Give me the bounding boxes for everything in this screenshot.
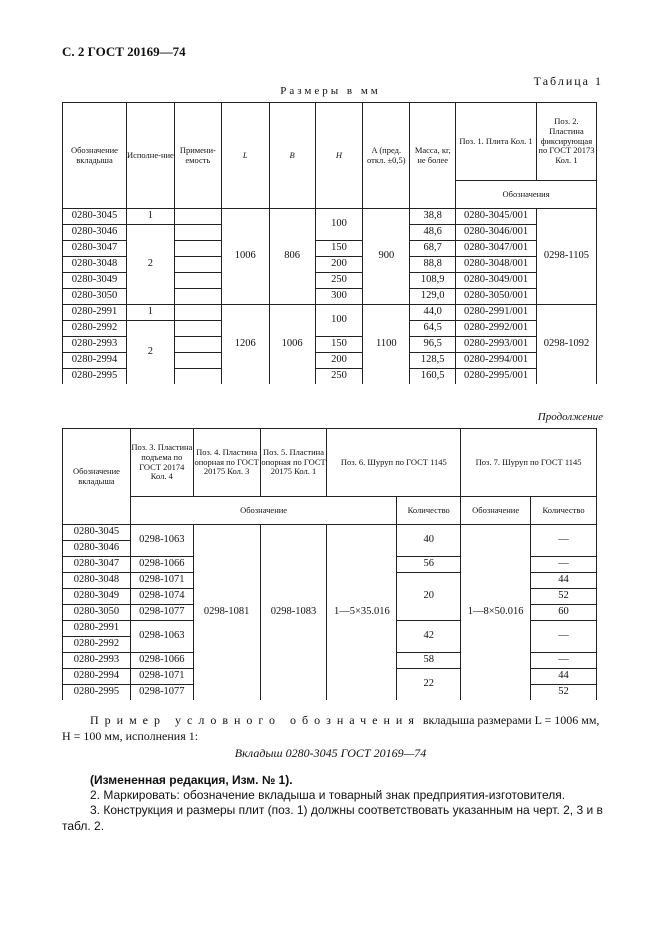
note-2: 2. Маркировать: обозначение вкладыша и товарный знак предприятия-изготовителя.	[90, 788, 566, 802]
t1-app	[174, 257, 221, 273]
t1-des: 0280-2995	[63, 369, 127, 385]
t1-mass: 88,8	[410, 257, 456, 273]
t1-H: 200	[315, 257, 363, 273]
t1-H: 100	[315, 209, 363, 241]
t2-pos6-qty: 42	[397, 621, 461, 653]
t2-des: 0280-2995	[63, 685, 131, 701]
t2-des: 0280-3045	[63, 525, 131, 541]
table1	[62, 102, 597, 384]
t1-H: 250	[315, 369, 363, 385]
t1-mass: 68,7	[410, 241, 456, 257]
note-3: 3. Конструкция и размеры плит (поз. 1) должны соответствовать указанным на черт. 2, 3 и в табл. 2.	[62, 803, 603, 833]
t2-pos7-qty: 60	[531, 605, 597, 621]
t1-A: 900	[363, 209, 410, 305]
t2-pos7-qty: 44	[531, 573, 597, 589]
th-H: H	[315, 103, 363, 209]
page-header: С. 2 ГОСТ 20169—74	[62, 44, 186, 59]
th-A: A (пред. откл. ±0,5)	[363, 103, 410, 209]
t1-L: 1206	[221, 305, 269, 385]
t1-mass: 129,0	[410, 289, 456, 305]
t2-pos6-qty: 20	[397, 573, 461, 621]
th2-pos4: Поз. 4. Пластина опорная по ГОСТ 20175 Кол. 3	[193, 429, 260, 497]
t1-exec: 2	[126, 321, 174, 385]
t1-H: 150	[315, 337, 363, 353]
t2-des: 0280-3047	[63, 557, 131, 573]
t1-des: 0280-3050	[63, 289, 127, 305]
t1-pos1: 0280-3048/001	[456, 257, 537, 273]
t2-pos7-qty: —	[531, 557, 597, 573]
th-pos2: Поз. 2. Пластина фиксирующая по ГОСТ 20173 Кол. 1	[536, 103, 596, 181]
t1-des: 0280-2993	[63, 337, 127, 353]
t1-exec: 2	[126, 225, 174, 305]
t1-pos2: 0298-1105	[536, 209, 596, 305]
th2-pos7: Поз. 7. Шуруп по ГОСТ 1145	[461, 429, 597, 497]
t2-des: 0280-3050	[63, 605, 131, 621]
t1-pos1: 0280-2993/001	[456, 337, 537, 353]
t1-H: 250	[315, 273, 363, 289]
t2-des: 0280-2994	[63, 669, 131, 685]
t1-des: 0280-2992	[63, 321, 127, 337]
t1-pos1: 0280-3047/001	[456, 241, 537, 257]
t2-pos3: 0298-1077	[130, 605, 193, 621]
t1-pos1: 0280-2994/001	[456, 353, 537, 369]
th-B: B	[269, 103, 315, 209]
t1-app	[174, 209, 221, 225]
t1-app	[174, 305, 221, 321]
th-applicability: Примени-емость	[174, 103, 221, 209]
t1-H: 100	[315, 305, 363, 337]
t2-pos7-qty: 52	[531, 589, 597, 605]
th-designation: Обозначение вкладыша	[63, 103, 127, 209]
t2-pos3: 0298-1063	[130, 621, 193, 653]
th2-quantity2: Количество	[531, 497, 597, 525]
th2-designation-sub2: Обозначение	[461, 497, 531, 525]
t2-pos3: 0298-1077	[130, 685, 193, 701]
t1-mass: 128,5	[410, 353, 456, 369]
t2-pos3: 0298-1066	[130, 653, 193, 669]
t2-des: 0280-3049	[63, 589, 131, 605]
t1-mass: 38,8	[410, 209, 456, 225]
t1-app	[174, 241, 221, 257]
t2-pos6-qty: 56	[397, 557, 461, 573]
t1-des: 0280-3048	[63, 257, 127, 273]
t1-H: 150	[315, 241, 363, 257]
th-L: L	[221, 103, 269, 209]
t2-pos5: 0298-1083	[260, 525, 327, 701]
t2-pos7-qty: —	[531, 621, 597, 653]
t2-pos7-qty: —	[531, 525, 597, 557]
th-execution: Исполне-ние	[126, 103, 174, 209]
table2	[62, 428, 597, 700]
th-mass: Масса, кг, не более	[410, 103, 456, 209]
t1-pos1: 0280-2995/001	[456, 369, 537, 385]
t1-mass: 64,5	[410, 321, 456, 337]
continuation-label: Продолжение	[537, 411, 603, 423]
t1-pos1: 0280-3046/001	[456, 225, 537, 241]
t2-des: 0280-2992	[63, 637, 131, 653]
t1-exec: 1	[126, 209, 174, 225]
t1-B: 1006	[269, 305, 315, 385]
th2-designation: Обозначение вкладыша	[63, 429, 131, 525]
th-designations: Обозначения	[456, 181, 597, 209]
t1-H: 200	[315, 353, 363, 369]
example-text: вкладыша размерами L = 1006 мм, H = 100 мм, исполнения 1:	[62, 713, 600, 743]
t1-app	[174, 353, 221, 369]
example-paragraph	[62, 712, 602, 744]
example-formula: Вкладыш 0280-3045 ГОСТ 20169—74	[234, 746, 427, 760]
t1-mass: 48,6	[410, 225, 456, 241]
t1-pos1: 0280-3049/001	[456, 273, 537, 289]
t1-des: 0280-2991	[63, 305, 127, 321]
table1-units: Размеры в мм	[280, 85, 381, 97]
t2-pos3: 0298-1066	[130, 557, 193, 573]
t2-pos3: 0298-1074	[130, 589, 193, 605]
t1-app	[174, 337, 221, 353]
t1-app	[174, 369, 221, 385]
th2-pos6: Поз. 6. Шуруп по ГОСТ 1145	[327, 429, 461, 497]
t2-des: 0280-3048	[63, 573, 131, 589]
t1-mass: 160,5	[410, 369, 456, 385]
t2-pos7-qty: —	[531, 653, 597, 669]
t1-des: 0280-3045	[63, 209, 127, 225]
t1-mass: 44,0	[410, 305, 456, 321]
t1-L: 1006	[221, 209, 269, 305]
t2-des: 0280-3046	[63, 541, 131, 557]
t1-mass: 96,5	[410, 337, 456, 353]
example-lead: Пример условного обозначения	[90, 713, 420, 727]
t1-app	[174, 289, 221, 305]
t1-exec: 1	[126, 305, 174, 321]
t2-pos3: 0298-1071	[130, 573, 193, 589]
t1-pos1: 0280-3045/001	[456, 209, 537, 225]
edit-note: (Измененная редакция, Изм. № 1).	[90, 773, 293, 787]
t1-pos1: 0280-2991/001	[456, 305, 537, 321]
th-pos1: Поз. 1. Плита Кол. 1	[456, 103, 537, 181]
t2-pos6-qty: 58	[397, 653, 461, 669]
th2-quantity: Количество	[397, 497, 461, 525]
t1-pos2: 0298-1092	[536, 305, 596, 385]
t2-pos3: 0298-1071	[130, 669, 193, 685]
t2-pos6-qty: 40	[397, 525, 461, 557]
t1-pos1: 0280-2992/001	[456, 321, 537, 337]
t2-pos6-des: 1—5×35.016	[327, 525, 397, 701]
t1-H: 300	[315, 289, 363, 305]
t2-pos7-qty: 52	[531, 685, 597, 701]
t2-pos6-qty: 22	[397, 669, 461, 701]
t2-pos7-des: 1—8×50.016	[461, 525, 531, 701]
t1-des: 0280-3049	[63, 273, 127, 289]
table1-label: Таблица 1	[533, 74, 603, 88]
th2-pos5: Поз. 5. Пластина опорная по ГОСТ 20175 Кол. 1	[260, 429, 327, 497]
t1-A: 1100	[363, 305, 410, 385]
t2-des: 0280-2991	[63, 621, 131, 637]
t1-pos1: 0280-3050/001	[456, 289, 537, 305]
t1-des: 0280-2994	[63, 353, 127, 369]
t1-app	[174, 273, 221, 289]
t2-des: 0280-2993	[63, 653, 131, 669]
t1-B: 806	[269, 209, 315, 305]
t1-mass: 108,9	[410, 273, 456, 289]
t2-pos4: 0298-1081	[193, 525, 260, 701]
th2-designation-sub: Обозначение	[130, 497, 396, 525]
t1-des: 0280-3046	[63, 225, 127, 241]
t1-des: 0280-3047	[63, 241, 127, 257]
t1-app	[174, 225, 221, 241]
th2-pos3: Поз. 3. Пластина подъема по ГОСТ 20174 Кол. 4	[130, 429, 193, 497]
t2-pos7-qty: 44	[531, 669, 597, 685]
t2-pos3: 0298-1063	[130, 525, 193, 557]
t1-app	[174, 321, 221, 337]
